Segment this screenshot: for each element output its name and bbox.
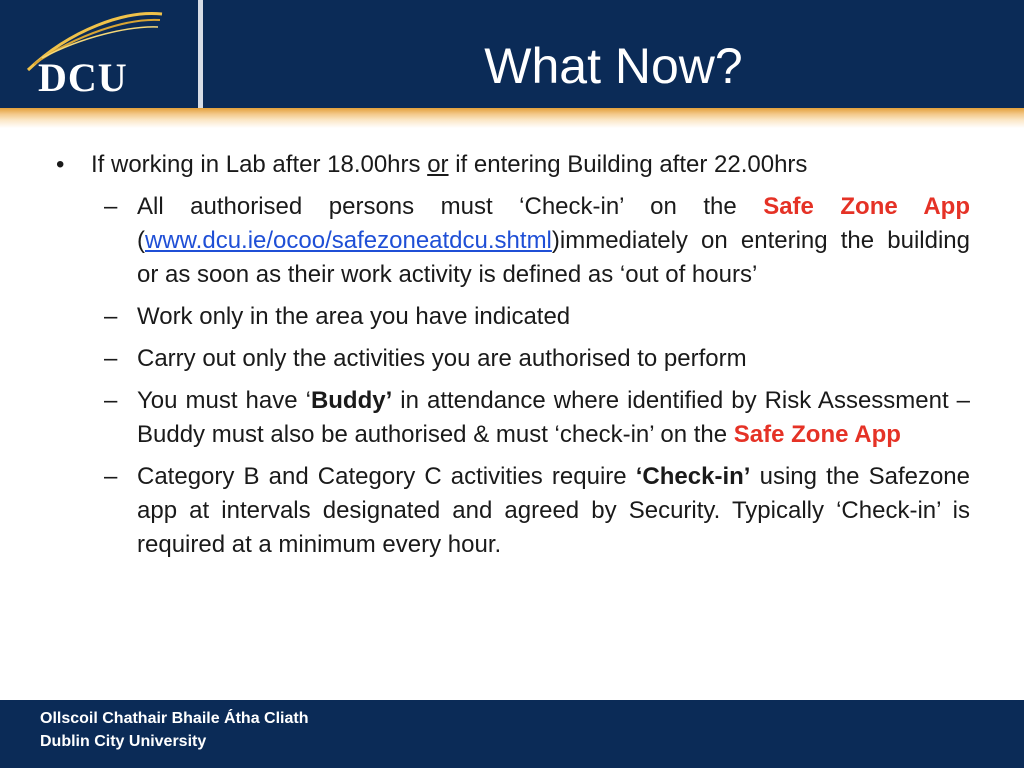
- bullet-item: [0, 148, 971, 182]
- sub-item-text: You must have ‘: [137, 387, 311, 414]
- gold-band: [0, 108, 1024, 128]
- sub-item-area: [0, 300, 970, 334]
- slide-title: What Now?: [484, 38, 743, 94]
- dash-marker: –: [104, 193, 118, 220]
- slide-content: [0, 140, 1024, 562]
- dcu-logo: [0, 0, 198, 108]
- dash-marker: –: [104, 387, 118, 414]
- sub-item-activities: [0, 342, 970, 376]
- sub-item-text: All authorised persons must ‘Check-in’ on the: [137, 193, 764, 220]
- bullet-marker: •: [56, 151, 65, 178]
- header-bar: [0, 0, 1024, 108]
- footer-irish-name: Ollscoil Chathair Bhaile Átha Cliath: [40, 710, 309, 727]
- sub-item-text: (: [137, 227, 145, 254]
- sub-item-text: using the Safezone app at intervals designated and agreed by Security. Typically ‘Check-in’ is required at a minimum every hour.: [137, 463, 970, 558]
- sub-item-text: Carry out only the activities you are authorised to perform: [137, 345, 747, 372]
- buddy-label: Buddy’: [310, 387, 393, 414]
- dash-marker: –: [104, 345, 118, 372]
- safe-zone-app-label: Safe Zone App: [733, 421, 901, 448]
- sub-item-checkin: [0, 190, 970, 292]
- safezone-link[interactable]: www.dcu.ie/ocoo/safezoneatdcu.shtml: [145, 227, 552, 254]
- bullet-text-before: If working in Lab after 18.00hrs: [91, 151, 428, 178]
- footer-bar: [0, 700, 1024, 768]
- safe-zone-app-label: Safe Zone App: [763, 193, 970, 220]
- sub-item-text: in attendance where identified by Risk Assessment – Buddy must also be authorised & must ‘check-in’ on the: [137, 387, 971, 448]
- bullet-text-after: if entering Building after 22.00hrs: [448, 151, 808, 178]
- sub-item-buddy: [0, 384, 970, 452]
- dash-marker: –: [104, 303, 118, 330]
- sub-item-text: Work only in the area you have indicated: [137, 303, 571, 330]
- footer-english-name: Dublin City University: [40, 733, 207, 750]
- dash-marker: –: [104, 463, 118, 490]
- checkin-label: ‘Check-in’: [635, 463, 751, 490]
- sub-item-category: [0, 460, 970, 562]
- sub-item-text: )immediately on entering the building or as soon as their work activity is defined as ‘out of hours’: [137, 227, 970, 288]
- bullet-or: or: [427, 151, 449, 178]
- sub-item-text: Category B and Category C activities require: [137, 463, 636, 490]
- logo-text: DCU: [38, 55, 128, 100]
